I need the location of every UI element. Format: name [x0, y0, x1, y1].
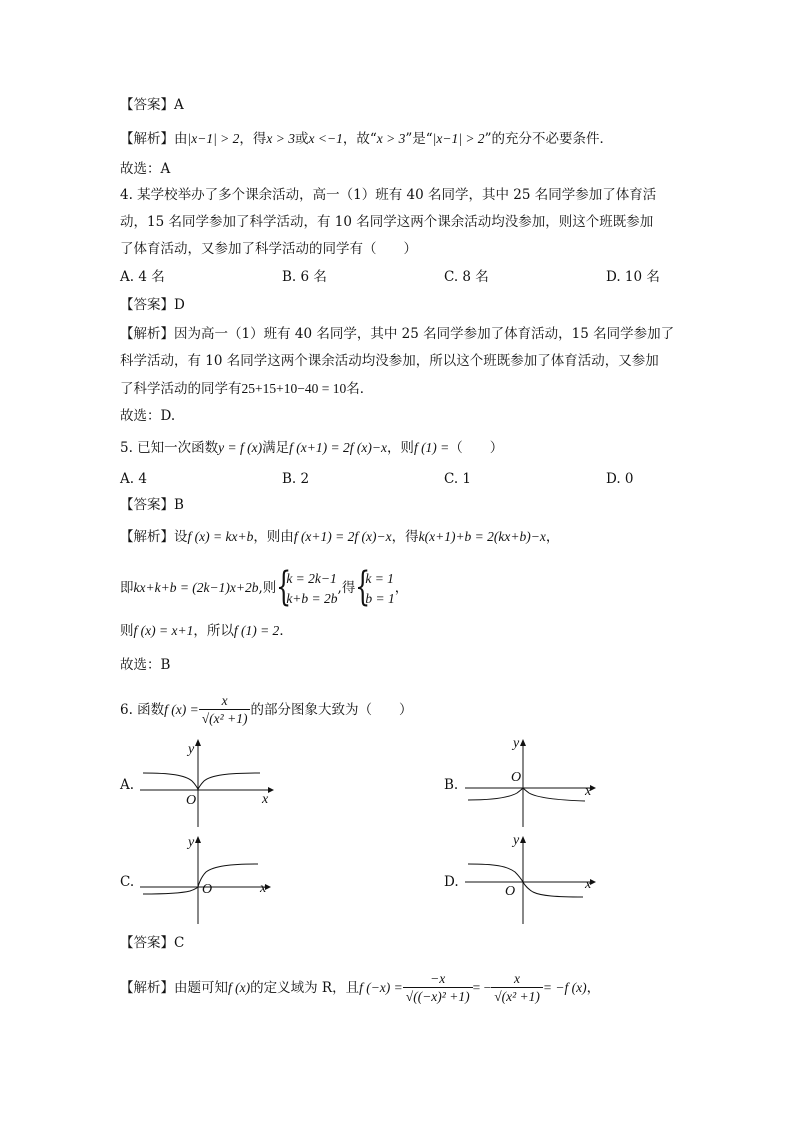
- text: 【解析】设: [120, 529, 188, 545]
- x-axis-label: x: [585, 784, 592, 799]
- y-axis-arrow: [520, 836, 526, 843]
- text: 名．: [346, 381, 374, 397]
- origin-label: O: [505, 884, 516, 899]
- text: 【解析】由题可知: [120, 980, 228, 996]
- y-axis-label: y: [513, 736, 520, 751]
- equation: b = 1: [365, 590, 395, 606]
- text: ,则: [258, 580, 277, 596]
- text: ，则: [386, 440, 414, 456]
- answer-line: 【答案】D: [120, 297, 185, 313]
- math: f (x) = kx+b: [187, 529, 254, 544]
- origin-label: O: [511, 770, 522, 785]
- text: ，则由: [253, 529, 294, 545]
- numerator: x: [199, 693, 251, 710]
- graph-d: [465, 832, 605, 927]
- text: ，: [545, 529, 560, 545]
- math: x > 3: [266, 131, 295, 146]
- question-4-line: 了体育活动，又参加了科学活动的同学有（ ）: [120, 241, 417, 257]
- option-b: B. 6 名: [282, 269, 327, 285]
- text: 【解析】由: [120, 131, 188, 147]
- text: 的部分图象大致为（ ）: [250, 702, 413, 718]
- text: 则: [120, 623, 134, 639]
- x-axis-arrow: [268, 787, 274, 793]
- analysis-line: [120, 130, 613, 148]
- fraction: [199, 693, 251, 728]
- numerator: x: [491, 971, 543, 988]
- text: ”是“: [405, 131, 433, 147]
- x-axis-label: x: [585, 877, 592, 892]
- option-d: D. 10 名: [606, 269, 660, 285]
- math: kx+k+b = (2k−1)x+2b: [133, 580, 259, 595]
- analysis-line: 科学活动，有 10 名同学这两个课余活动均没参加，所以这个班既参加了体育活动，又参加: [120, 353, 659, 369]
- math: y = f (x): [218, 440, 263, 455]
- equation: k = 1: [365, 570, 394, 586]
- fraction: [403, 971, 473, 1006]
- option-a: A. 4 名: [120, 269, 165, 285]
- selection-line: 故选：D.: [120, 408, 176, 424]
- equation-system: { k = 1 b = 1: [355, 563, 395, 610]
- text: 6. 函数: [120, 702, 165, 718]
- question-4-line: 4. 某学校举办了多个课余活动，高一（1）班有 40 名同学，其中 25 名同学参加了体育活: [120, 187, 657, 203]
- denominator: √(x² +1): [201, 711, 248, 726]
- math: |x−1| > 2: [432, 131, 485, 146]
- math: x <−1: [308, 131, 343, 146]
- question-6-line: [120, 690, 412, 730]
- math: f (−x) =: [359, 980, 403, 995]
- y-axis-arrow: [195, 836, 201, 843]
- option-c: C. 8 名: [444, 269, 489, 285]
- curve: [468, 788, 585, 801]
- denominator: √(x² +1): [494, 989, 540, 1004]
- equation: k = 2k−1: [286, 570, 337, 586]
- math: k(x+1)+b = 2(kx+b)−x: [418, 529, 546, 544]
- math: f (x) = x+1: [133, 623, 194, 638]
- math: f (1) = 2: [233, 623, 280, 638]
- text: 或: [295, 131, 309, 147]
- curve: [468, 864, 583, 897]
- answer-line: 【答案】A: [120, 97, 184, 113]
- text: ”的充分不必要条件．: [484, 131, 613, 147]
- graph-a: [140, 735, 280, 830]
- text: ，得: [391, 529, 419, 545]
- math: x > 3: [376, 131, 406, 146]
- text: 满足: [262, 440, 290, 456]
- graph-option-b-label: B.: [444, 777, 459, 793]
- y-axis-label: y: [188, 742, 195, 757]
- y-axis-label: y: [188, 835, 195, 850]
- analysis-line: [120, 966, 600, 1010]
- text: ，得: [239, 131, 267, 147]
- math: f (x) =: [164, 702, 199, 717]
- text: 即: [120, 580, 134, 596]
- graph-option-d-label: D.: [444, 874, 459, 890]
- curve: [143, 773, 260, 790]
- option-a: A. 4: [120, 471, 147, 487]
- analysis-line: [120, 380, 373, 398]
- answer-line: 【答案】B: [120, 497, 184, 513]
- y-axis-arrow: [520, 739, 526, 746]
- answer-line: 【答案】C: [120, 935, 185, 951]
- analysis-line: [120, 528, 559, 546]
- fraction: [491, 971, 543, 1006]
- math: 25+15+10−40 = 10: [241, 381, 347, 396]
- math: |x−1| > 2: [187, 131, 240, 146]
- text: ，: [394, 580, 409, 596]
- analysis-line: [120, 622, 293, 640]
- text: ，所以: [193, 623, 234, 639]
- x-axis-label: x: [260, 881, 267, 896]
- graph-option-a-label: A.: [120, 777, 135, 793]
- math: f (x+1) = 2f (x)−x: [293, 529, 392, 544]
- text: ,得: [337, 580, 356, 596]
- text: 5. 已知一次函数: [120, 440, 219, 456]
- selection-line: 故选：A: [120, 161, 171, 177]
- origin-label: O: [186, 793, 197, 808]
- analysis-line: [120, 563, 409, 610]
- text: 了科学活动的同学有: [120, 381, 242, 397]
- numerator: −x: [403, 971, 473, 988]
- option-c: C. 1: [444, 471, 472, 487]
- selection-line: 故选：B: [120, 657, 171, 673]
- math: = −: [472, 980, 492, 995]
- x-axis-label: x: [262, 792, 269, 807]
- equation: k+b = 2b: [286, 590, 338, 606]
- y-axis-label: y: [513, 833, 520, 848]
- origin-label: O: [202, 882, 213, 897]
- math: = −f (x): [542, 980, 587, 995]
- equation-system: { k = 2k−1 k+b = 2b: [276, 563, 338, 610]
- graph-option-c-label: C.: [120, 874, 135, 890]
- option-d: D. 0: [606, 471, 634, 487]
- text: ，故“: [342, 131, 377, 147]
- math: f (x+1) = 2f (x)−x: [289, 440, 387, 455]
- question-5-line: [120, 439, 503, 457]
- text: （ ）: [449, 440, 504, 456]
- graph-c: [140, 832, 280, 927]
- math: f (x): [228, 980, 251, 995]
- text: ．: [279, 623, 293, 639]
- denominator: √((−x)² +1): [405, 989, 470, 1004]
- y-axis-arrow: [195, 739, 201, 746]
- graph-b: [465, 735, 605, 830]
- text: ，: [586, 980, 601, 996]
- analysis-line: 【解析】因为高一（1）班有 40 名同学，其中 25 名同学参加了体育活动，15 名同学参加了: [120, 326, 675, 342]
- question-4-line: 动，15 名同学参加了科学活动，有 10 名同学这两个课余活动均没参加，则这个班既参加: [120, 214, 654, 230]
- text: 的定义域为 R，且: [250, 980, 360, 996]
- math: f (1) =: [413, 440, 450, 455]
- option-b: B. 2: [282, 471, 310, 487]
- curve: [143, 864, 258, 894]
